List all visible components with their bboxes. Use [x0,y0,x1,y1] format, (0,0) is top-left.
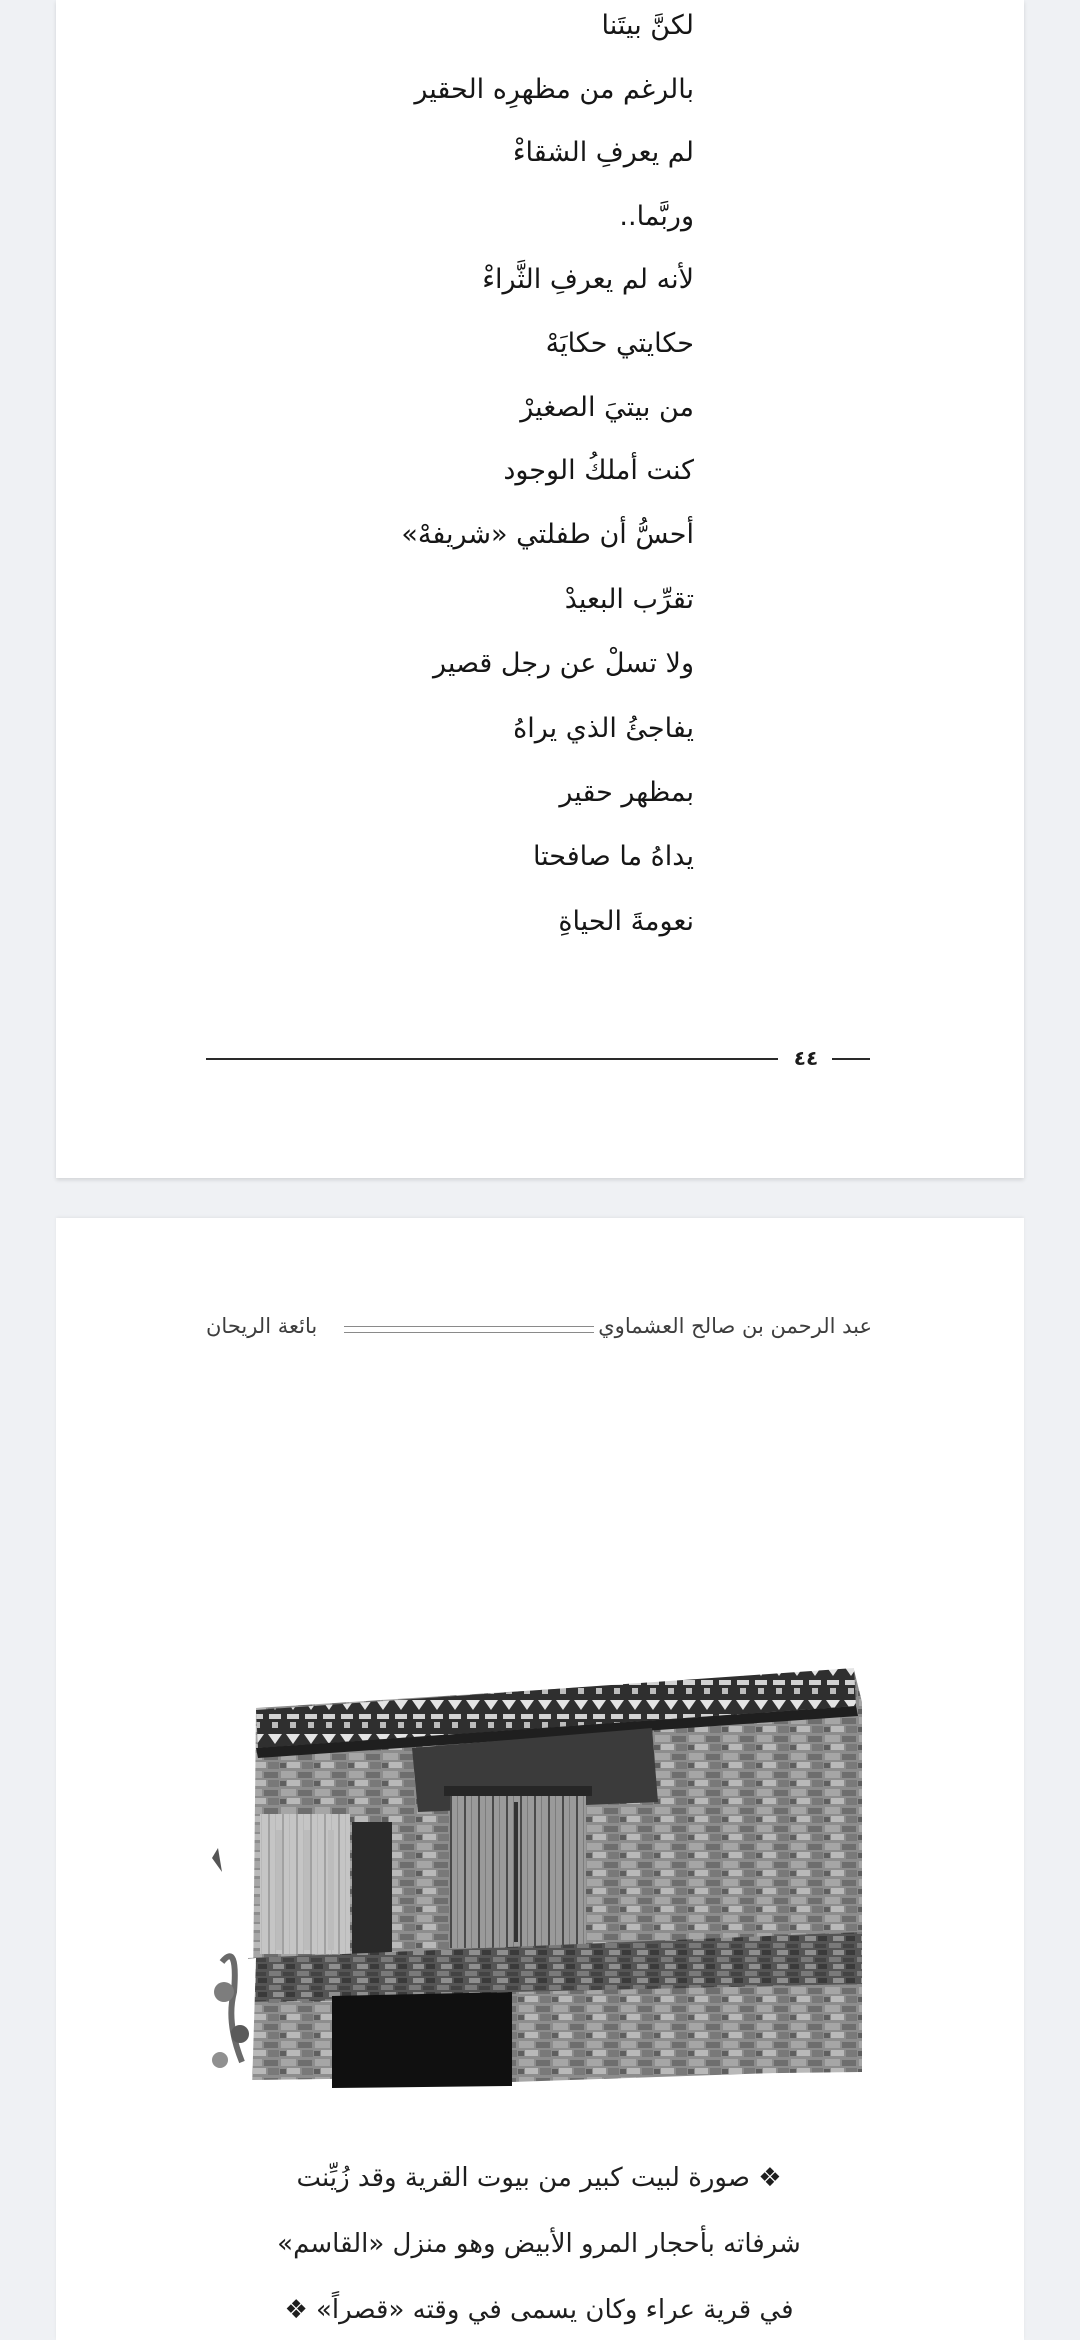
page-number: ٤٤ [793,1046,819,1070]
poem-line: يداهُ ما صافحتا [532,841,694,872]
header-author: عبد الرحمن بن صالح العشماوي [598,1314,872,1338]
poem-line: كنت أملكُ الوجود [503,455,694,486]
poem-line: ولا تسلْ عن رجل قصير [432,648,694,679]
village-house-photo [212,1662,862,2088]
book-page-44 [56,0,1024,1178]
photo-caption-line: في قرية عراء وكان يسمى في وقته «قصراً» ❖ [284,2295,794,2325]
photo-caption-line: شرفاته بأحجار المرو الأبيض وهو منزل «القاسم» [277,2229,801,2259]
running-header [206,1306,872,1346]
poem-line: بالرغم من مظهرِه الحقير [414,74,694,105]
poem-line: نعومةَ الحياةِ [558,906,694,937]
book-page-45 [56,1218,1024,2340]
poem-line: لكنَّ بيتَنا [601,10,694,41]
poem-line: تقرِّب البعيدْ [564,584,694,615]
footer-rule [206,1058,778,1060]
poem-line: حكايتي حكايَهْ [545,328,694,359]
poem-line: وربَّما.. [619,201,694,232]
photo-caption-line: ❖ صورة لبيت كبير من بيوت القرية وقد زُيِّنت [296,2163,782,2193]
poem-line: يفاجئُ الذي يراهُ [513,713,694,744]
poem-line: أحسُّ أن طفلتي «شريفهْ» [401,519,694,550]
poem-line: لأنه لم يعرفِ الثَّراءْ [482,264,694,295]
header-rule [344,1326,594,1333]
poem-line: بمظهر حقير [559,777,694,808]
poem-line: لم يعرفِ الشقاءْ [512,137,694,168]
footer-rule-short [832,1058,870,1060]
header-book-title: بائعة الريحان [206,1314,318,1338]
poem-line: من بيتيَ الصغيرْ [520,392,694,423]
